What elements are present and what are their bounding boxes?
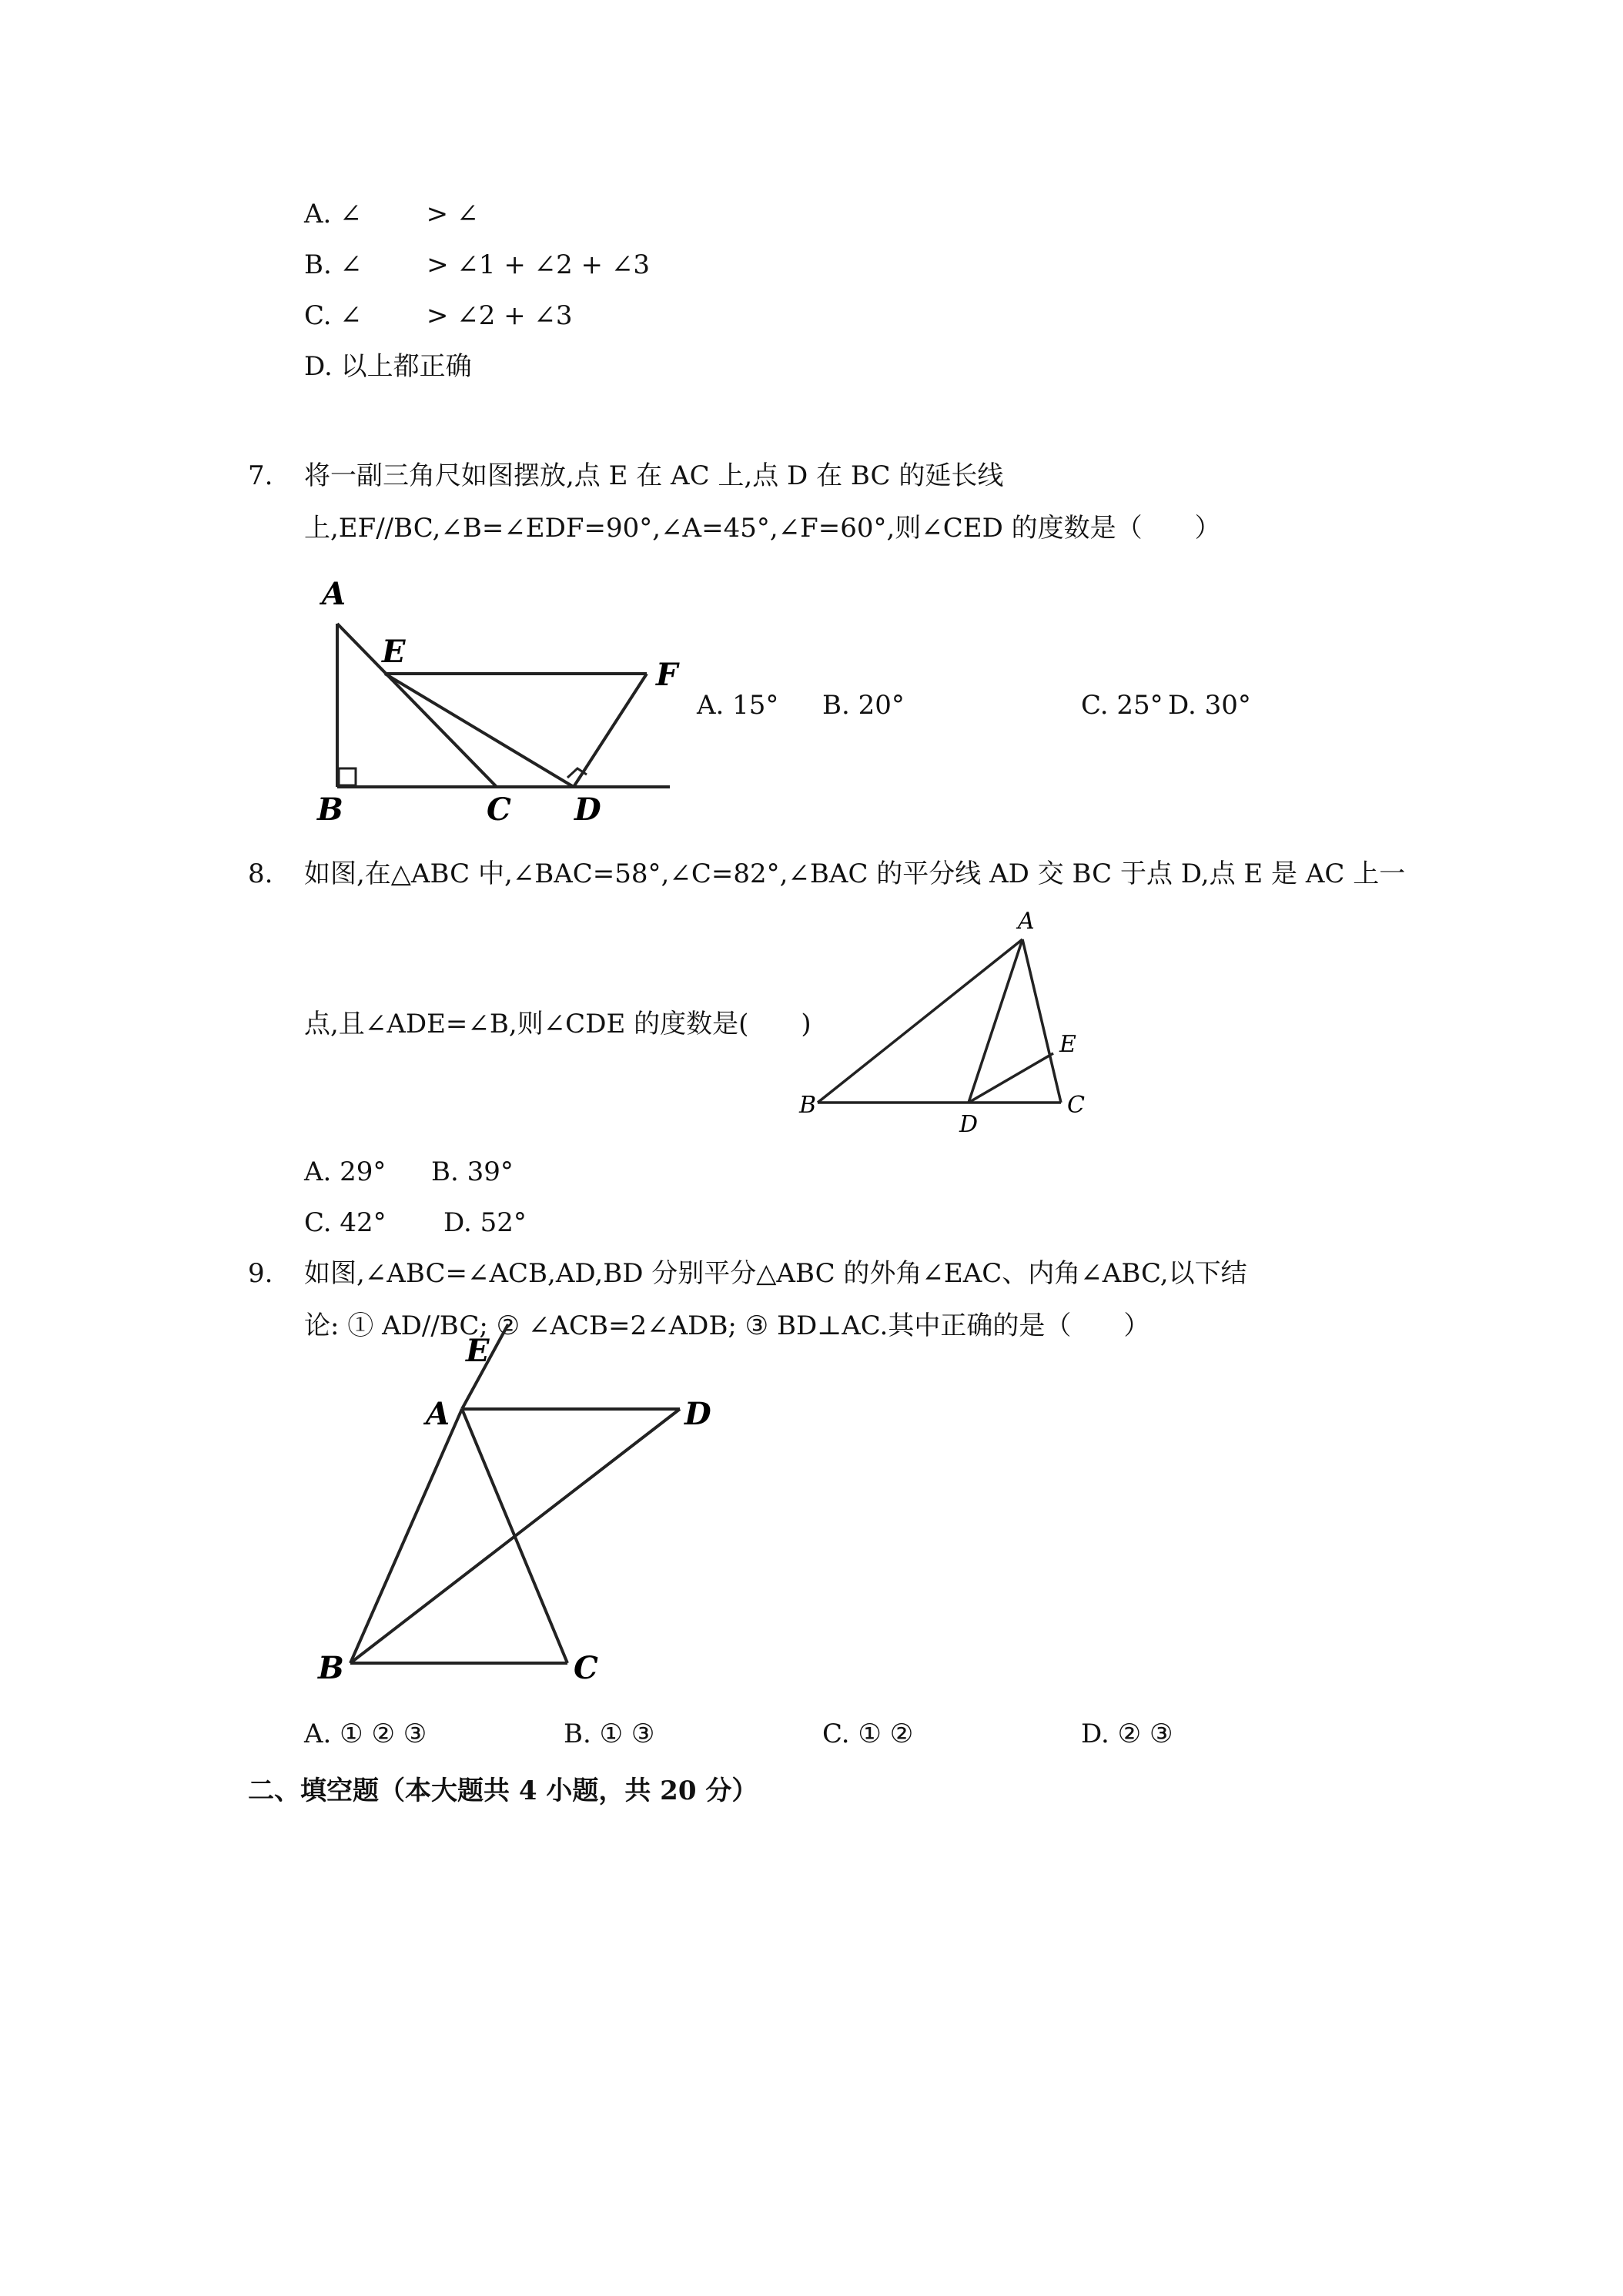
q9-option-d: D. ② ③ (1081, 1719, 1173, 1749)
q9-figure (312, 1333, 743, 1694)
q8-label-B: B (799, 1092, 817, 1119)
q8-label-A: A (1018, 908, 1035, 935)
q9-option-a: A. ① ② ③ (304, 1719, 427, 1749)
q8-option-d: D. 52° (443, 1207, 527, 1238)
q9-number: 9. (248, 1258, 273, 1289)
q7-option-c: C. 25° (1081, 690, 1163, 721)
q8-text-line2: 点,且∠ADE=∠B,则∠CDE 的度数是( ) (304, 1009, 812, 1039)
q8-number: 8. (248, 858, 273, 889)
q9-text-line1: 如图,∠ABC=∠ACB,AD,BD 分别平分△ABC 的外角∠EAC、内角∠ABC,以下结 (304, 1258, 1247, 1289)
q7-number: 7. (248, 460, 273, 491)
q7-option-a: A. 15° (697, 690, 779, 721)
q9-label-B: B (318, 1650, 344, 1686)
q9-text-line2: 论: ① AD//BC; ② ∠ACB=2∠ADB; ③ BD⊥AC.其中正确的是（ ） (304, 1310, 1150, 1341)
q9-label-C: C (574, 1650, 598, 1686)
q7-label-B: B (317, 792, 343, 828)
q8-option-c: C. 42° (304, 1207, 387, 1238)
q9-option-c: C. ① ② (822, 1719, 914, 1749)
q6-option-b: B. ∠ > ∠1 + ∠2 + ∠3 (304, 249, 650, 280)
q9-label-A: A (426, 1396, 450, 1432)
q6-option-d: D. 以上都正确 (304, 351, 472, 382)
q7-label-E: E (382, 634, 406, 670)
q7-label-A: A (322, 576, 346, 612)
q8-option-b: B. 39° (431, 1156, 514, 1187)
q7-option-d: D. 30° (1168, 690, 1251, 721)
section-2-heading: 二、填空题（本大题共 4 小题，共 20 分） (248, 1776, 758, 1806)
q7-option-b: B. 20° (822, 690, 905, 721)
q8-label-E: E (1059, 1031, 1076, 1058)
q8-option-a: A. 29° (304, 1156, 387, 1187)
q8-label-D: D (959, 1111, 979, 1138)
q7-label-C: C (487, 792, 511, 828)
q6-option-c: C. ∠ > ∠2 + ∠3 (304, 300, 573, 331)
q9-label-E: E (466, 1333, 490, 1369)
q8-figure (793, 901, 1116, 1138)
q9-option-b: B. ① ③ (564, 1719, 655, 1749)
q7-text-line1: 将一副三角尺如图摆放,点 E 在 AC 上,点 D 在 BC 的延长线 (304, 460, 1004, 491)
q8-label-C: C (1067, 1092, 1085, 1119)
q8-text-line1: 如图,在△ABC 中,∠BAC=58°,∠C=82°,∠BAC 的平分线 AD 交 BC 于点 D,点 E 是 AC 上一 (304, 858, 1406, 889)
q7-text-line2: 上,EF//BC,∠B=∠EDF=90°,∠A=45°,∠F=60°,则∠CED 的度数是（ ） (304, 513, 1221, 544)
q9-label-D: D (684, 1396, 711, 1432)
q7-label-F: F (656, 657, 678, 693)
q7-figure (308, 570, 708, 832)
q6-option-a: A. ∠ > ∠ (304, 199, 479, 229)
q7-label-D: D (574, 792, 601, 828)
